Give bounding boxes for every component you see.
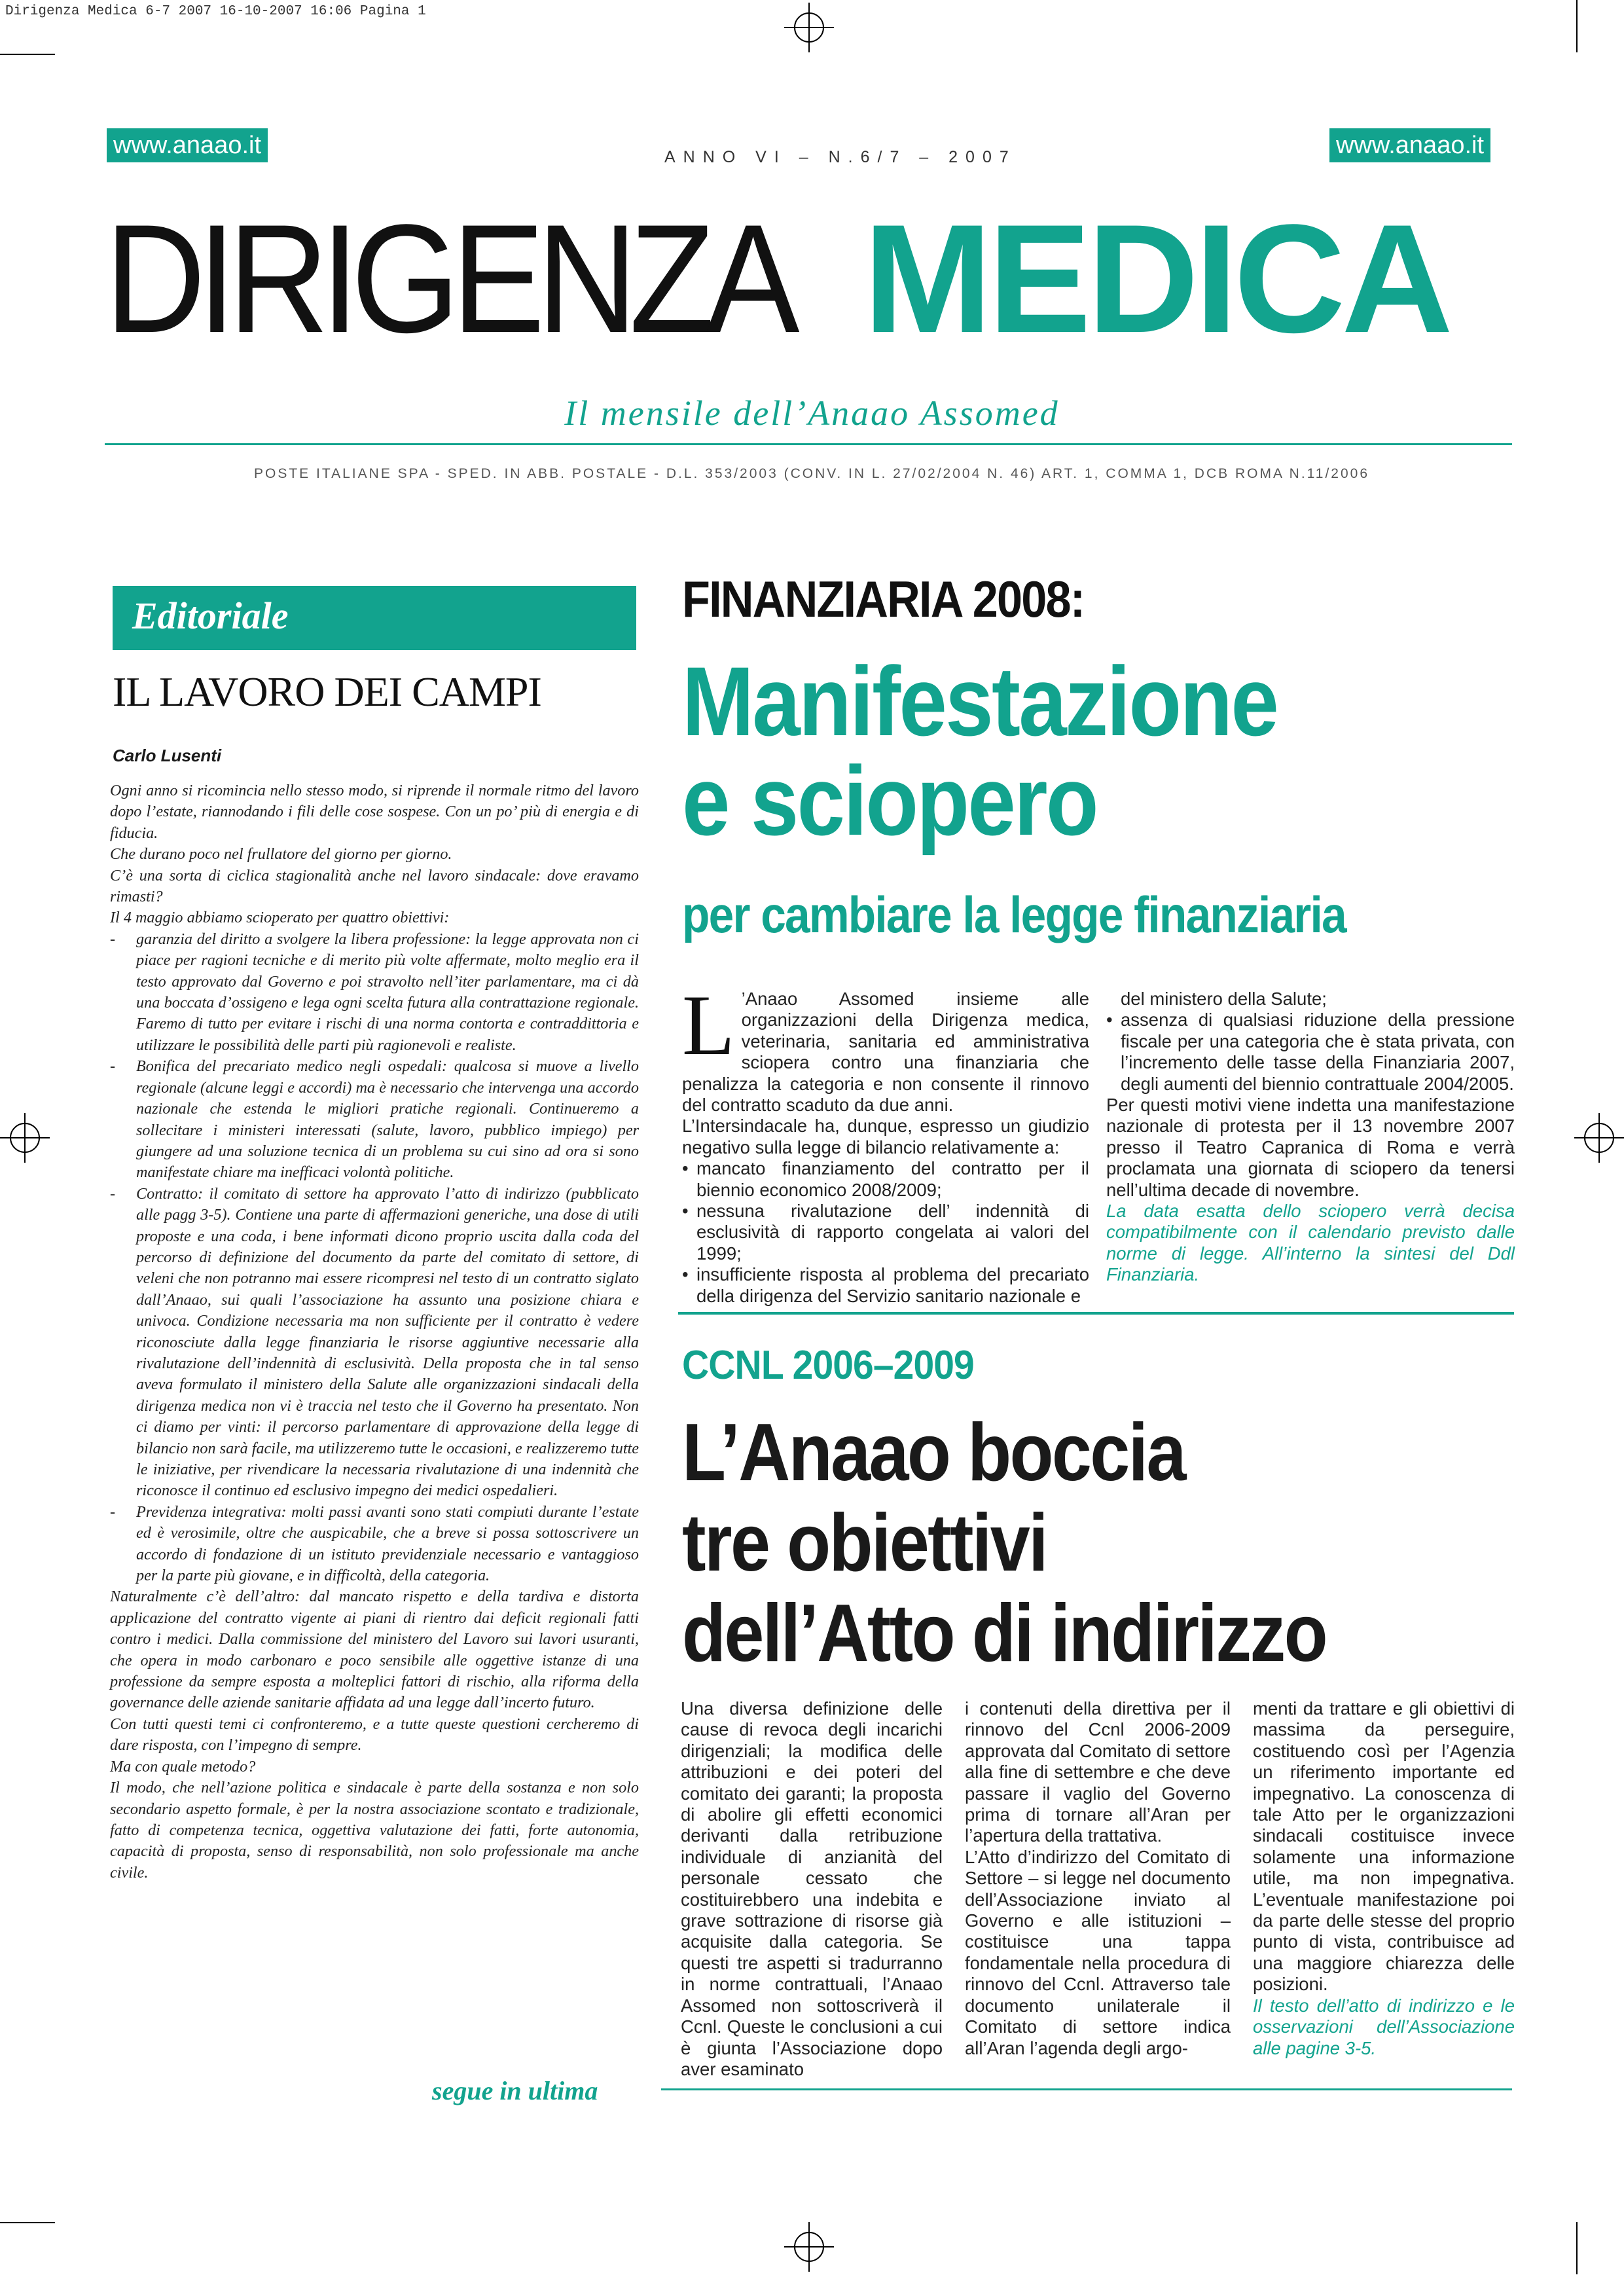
story1-paragraph: L’Intersindacale ha, dunque, espresso un giudizio negativo sulla legge di bilancio relativamente a: <box>682 1116 1089 1157</box>
editorial-list <box>110 929 639 1587</box>
story1-lead: ’Anaao Assomed insieme alle organizzazioni della Dirigenza medica, veterinaria, sanitaria ed amministrativa sciopera contro una finanziaria che penalizza la categoria e non consente il rinnovo del contratto scaduto da due anni. <box>682 989 1089 1116</box>
story2-headline-line: tre obiettivi <box>682 1498 1047 1588</box>
story2-paragraph: L’Atto d’indirizzo del Comitato di Settore – si legge nel documento dell’Associazione inviato al Governo e alle istituzioni – costituisce una tappa fondamentale nella procedura di rinnovo del Ccnl. Attraverso tale documento unilaterale il Comitato di settore indica all’Aran l’agenda degli argo- <box>965 1846 1231 2058</box>
tagline: Il mensile dell’Anaao Assomed <box>564 393 1060 433</box>
story1-headline-line: e sciopero <box>682 746 1097 856</box>
crop-line <box>0 54 55 55</box>
section-rule <box>678 1312 1514 1315</box>
editorial-band <box>113 586 636 650</box>
masthead-rule <box>105 443 1512 445</box>
story2-column-2 <box>965 1698 1231 2059</box>
issue-number: ANNO VI – N.6/7 – 2007 <box>664 148 1017 166</box>
story1-list <box>682 1158 1089 1307</box>
editorial-body <box>110 780 639 1884</box>
print-slug: Dirigenza Medica 6-7 2007 16-10-2007 16:06 Pagina 1 <box>5 4 426 19</box>
story1-column-2 <box>1106 989 1515 1286</box>
story2-headline-line: dell’Atto di indirizzo <box>682 1588 1327 1679</box>
editorial-paragraph: Il modo, che nell’azione politica e sindacale è parte della sostanza e non solo secondario aspetto formale, è per la nostra associazione scontato e tradizionale, fatto di competenza tecnica, oggettiva valutazione dei fatti, forte autonomia, capacità di proposta, senso di responsabilità, non solo professionale ma anche civile. <box>110 1779 639 1882</box>
postal-notice: POSTE ITALIANE SPA - SPED. IN ABB. POSTALE - D.L. 353/2003 (CONV. IN L. 27/02/2004 N. 46) ART. 1, COMMA 1, DCB ROMA N.11/2006 <box>254 466 1369 481</box>
story1-column-1 <box>682 977 1089 1307</box>
editorial-list-item: - Bonifica del precariato medico negli ospedali: qualcosa si muove a livello regionale (alcune leggi e accordi) ma è necessario che intervenga una accordo nazionale che estenda le migliori pratiche regionali. Continueremo a sollecitare i ministeri interessati (salute, lavoro, pubblico impiego) per giungere ad una soluzione tecnica di un problema su cui sino ad ora si sono manifestate chiare ma inefficaci volontà politiche. <box>110 1056 639 1183</box>
story1-list-item: • nessuna rivalutazione dell’ indennità di esclusività di rapporto congelata ai valori del 1999; <box>682 1201 1089 1264</box>
story1-paragraph: del ministero della Salute; <box>1121 989 1327 1009</box>
editorial-paragraph: C’è una sorta di ciclica stagionalità anche nel lavoro sindacale: dove eravamo rimasti? <box>110 866 639 906</box>
story1-kicker: FINANZIARIA 2008: <box>682 570 1085 628</box>
logo-bold-text: MEDICA <box>863 192 1449 365</box>
registration-mark-icon <box>0 1113 50 1163</box>
story1-note: La data esatta dello sciopero verrà decisa compatibilmente con il calendario previsto dalle norme di legge. All’interno la sintesi del Ddl Finanziaria. <box>1106 1201 1515 1285</box>
editorial-band-label: Editoriale <box>132 594 289 637</box>
registration-mark-icon <box>784 3 834 52</box>
story2-kicker: CCNL 2006–2009 <box>682 1343 974 1388</box>
crop-line <box>1576 2222 1578 2274</box>
story2-note: Il testo dell’atto di indirizzo e le osservazioni dell’Associazione alle pagine 3-5. <box>1253 1995 1515 2058</box>
editorial-list-item: - garanzia del diritto a svolgere la libera professione: la legge approvata non ci piace per ragioni tecniche e di merito più volte affermate, molto meglio era il testo approvato dal Governo e poi stravolto nell’iter parlamentare, ma ci dà una boccata d’ossigeno e lega ogni scelta futura alla contrattazione regionale. Faremo di tutto per evitare i rischi di una norma contorta e contraddittoria e utilizzare le possibilità delle parti più ragionevoli e realiste. <box>110 929 639 1056</box>
website-link-right[interactable]: www.anaao.it <box>1329 128 1490 162</box>
story2-paragraph: menti da trattare e gli obiettivi di massima da perseguire, costituendo così per l’Agenzia un riferimento importante ed impegnativo. La conoscenza di tale Atto per le organizzazioni sindacali costituisce invece solamente una informazione utile, ma non impegnativa. L’eventuale manifestazione poi da parte delle stesse del proprio punto di vista, contribuisce ad una maggiore chiarezza delle posizioni. <box>1253 1698 1515 1995</box>
logo-thin-text: DIRIGENZA <box>105 192 791 365</box>
story1-paragraph: Per questi motivi viene indetta una manifestazione nazionale di protesta per il 13 novembre 2007 presso il Teatro Capranica di Roma e verrà proclamata una giornata di sciopero da tenersi nell’ultima decade di novembre. <box>1106 1095 1515 1200</box>
story1-headline <box>682 646 1278 856</box>
story2-column-3 <box>1253 1698 1515 2059</box>
story2-paragraph: i contenuti della direttiva per il rinnovo del Ccnl 2006-2009 approvata dal Comitato di settore alla fine di settembre e che deve passare il vaglio del Governo prima di tornare all’Aran per l’apertura della trattativa. <box>965 1698 1231 1846</box>
editorial-author: Carlo Lusenti <box>113 746 222 765</box>
story2-paragraph: Una diversa definizione delle cause di revoca degli incarichi dirigenziali; la modifica delle attribuzioni e dei poteri del comitato dei garanti; la proposta di abolire gli effetti economici derivanti dalla retribuzione individuale di anzianità del personale cessato che costituirebbero una indebita e grave sottrazione di risorse già acquisite dalla categoria. Se questi tre aspetti si tradurranno in norme contrattuali, l’Anaao Assomed non sottoscriverà il Ccnl. Queste le conclusioni a cui è giunta l’Associazione dopo aver esaminato <box>681 1698 943 2079</box>
editorial-paragraph: Il 4 maggio abbiamo scioperato per quattro obiettivi: <box>110 909 450 927</box>
crop-line <box>0 2222 55 2223</box>
editorial-list-item: - Previdenza integrativa: molti passi avanti sono stati compiuti durante l’estate ed è verosimile, oltre che auspicabile, che a breve si possa sottoscrivere un accordo di fondazione di un istituto previdenziale necessario e vantaggioso per la parte più giovane, e in difficoltà, della categoria. <box>110 1502 639 1587</box>
story2-column-1 <box>681 1698 943 2080</box>
story2-headline <box>682 1408 1326 1679</box>
story1-list-item: • insufficiente risposta al problema del precariato della dirigenza del Servizio sanitario nazionale e <box>682 1264 1089 1307</box>
story2-headline-line: L’Anaao boccia <box>682 1408 1185 1498</box>
story1-subhead: per cambiare la legge finanziaria <box>682 886 1346 943</box>
editorial-paragraph: Naturalmente c’è dell’altro: dal mancato rispetto e della tardiva e distorta applicazione del contratto vigente ai piani di rientro dai deficit regionali fatti contro i medici. Dalla commissione del ministero del Lavoro sui lavori usuranti, che opera in modo carbonaro e poco sensibile alle oggettive istanze di una professione da sempre esposta a molteplici fattori di rischio, alla riforma della governance delle aziende sanitarie affidata ad una legge dall’incerto futuro. <box>110 1588 639 1712</box>
editorial-list-item: - Contratto: il comitato di settore ha approvato l’atto di indirizzo (pubblicato alle pagg 3-5). Contiene una parte di affermazioni generiche, una dose di utili proposte e una coda, i bene informati dicono proprio uscita dalla coda del percorso di definizione del documento da parte del comitato di settore, di veleni che non potranno mai essere ricompresi nel testo di un contratto siglato dall’Anaao, sui quali l’associazione ha assunto una posizione chiara e univoca. Condizione necessaria ma non sufficiente per il contratto è vedere riconosciute dalla legge finanziaria le risorse aggiuntive necessarie alla rivalutazione dell’indennità di esclusività. Della proposta che in tal senso aveva formulato il ministero della Salute alle organizzazioni sindacali della dirigenza medica non vi è traccia nel testo che il Governo ha presentato. Non ci diamo per vinti: il percorso parlamentare di approvazione della legge di bilancio non sarà facile, ma utilizzeremo tutte le occasioni, e realizzeremo tutte le iniziative, per rivendicare la necessaria rivalutazione di una indennità che riconosce il continuo ed esclusivo impegno dei medici ospedalieri. <box>110 1184 639 1502</box>
story1-list-item: • mancato finanziamento del contratto per il biennio economico 2008/2009; <box>682 1158 1089 1201</box>
editorial-paragraph: Che durano poco nel frullatore del giorno per giorno. <box>110 845 452 864</box>
story-bottom-rule <box>661 2088 1512 2090</box>
continued-link[interactable]: segue in ultima <box>432 2076 598 2105</box>
editorial-paragraph: Ma con quale metodo? <box>110 1757 256 1775</box>
story1-list-item: • assenza di qualsiasi riduzione della pressione fiscale per una categoria che è stata privata, con l’incremento delle tasse della Finanziaria 2007, degli aumenti del biennio contrattuale 2004/2005. <box>1106 1010 1515 1095</box>
story1-headline-line: Manifestazione <box>682 646 1278 756</box>
masthead-logo <box>105 192 1519 365</box>
editorial-title: IL LAVORO DEI CAMPI <box>113 668 541 715</box>
crop-line <box>1576 0 1578 52</box>
registration-mark-icon <box>784 2222 834 2272</box>
website-link-left[interactable]: www.anaao.it <box>107 128 268 162</box>
editorial-paragraph: Con tutti questi temi ci confronteremo, e a tutte queste questioni cercheremo di dare risposta, con l’impegno di sempre. <box>110 1715 639 1755</box>
dropcap: L <box>682 977 735 1073</box>
story1-list <box>1106 1010 1515 1095</box>
registration-mark-icon <box>1574 1113 1624 1163</box>
editorial-paragraph: Ogni anno si ricomincia nello stesso modo, si riprende il normale ritmo del lavoro dopo l’estate, riannodando i fili delle cose sospese. Con un po’ più di energia e di fiducia. <box>110 782 639 842</box>
